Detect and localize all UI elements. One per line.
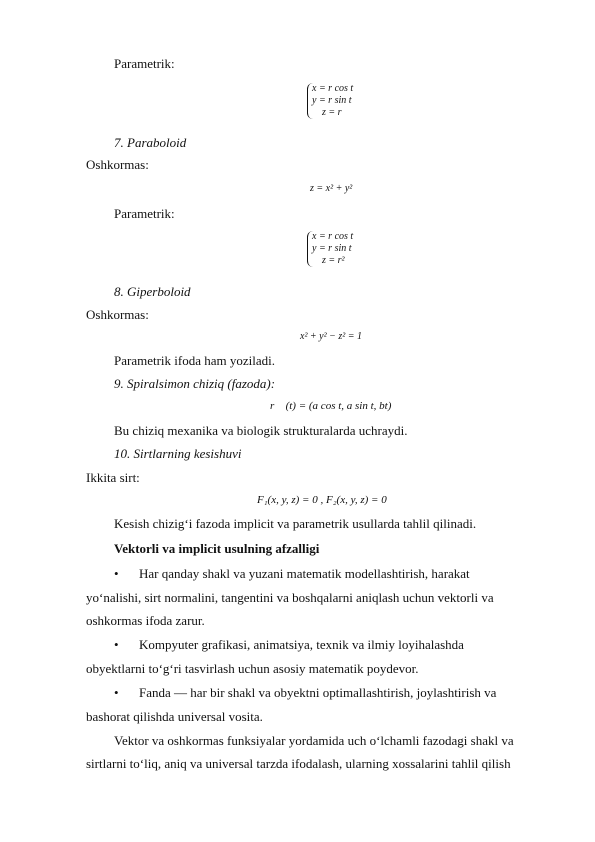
heading-paraboloid: 7. Paraboloid	[114, 135, 187, 150]
heading-hyperboloid: 8. Giperboloid	[114, 284, 191, 299]
parametric-label-1: Parametrik:	[114, 56, 175, 71]
system-row: z = r	[322, 107, 342, 118]
spiral-text: Bu chiziq mexanika va biologik strukturalarda uchraydi.	[114, 423, 408, 438]
bullet-3-line-2: bashorat qilishda universal vosita.	[86, 709, 263, 724]
bullet-marker: •	[114, 637, 119, 652]
bullet-3-line-1: Fanda — har bir shakl va obyektni optimallashtirish, joylashtirish va	[139, 685, 497, 700]
bullet-marker: •	[114, 566, 119, 581]
spiral-equation: r⃗ (t) = (a cos t, a sin t, bt)	[270, 400, 392, 412]
system-row: y = r sin t	[312, 95, 352, 106]
paraboloid-parametric-system	[307, 231, 353, 267]
heading-intersection: 10. Sirtlarning kesishuvi	[114, 446, 242, 461]
bullet-1-line-3: oshkormas ifoda zarur.	[86, 613, 205, 628]
bullet-marker: •	[114, 685, 119, 700]
advantages-heading: Vektorli va implicit usulning afzalligi	[114, 541, 320, 556]
heading-spiral: 9. Spiralsimon chiziq (fazoda):	[114, 376, 276, 391]
conclusion-line-2: sirtlarni to‘liq, aniq va universal tarzda ifodalash, ularning xossalarini tahlil qilish	[86, 756, 511, 771]
system-row: x = r cos t	[312, 231, 354, 242]
intersection-text: Kesish chizig‘i fazoda implicit va parametrik usullarda tahlil qilinadi.	[114, 516, 477, 531]
cone-parametric-system	[307, 83, 353, 119]
two-surfaces-label: Ikkita sirt:	[86, 470, 140, 485]
system-row: x = r cos t	[312, 83, 354, 94]
parametric-text: Parametrik ifoda ham yoziladi.	[114, 353, 276, 368]
conclusion-line-1: Vektor va oshkormas funksiyalar yordamida uch o‘lchamli fazodagi shakl va	[114, 733, 514, 748]
intersection-equation: F₁(x, y, z) = 0 , F₂(x, y, z) = 0	[257, 494, 387, 506]
bullet-1-line-2: yo‘nalishi, sirt normalini, tangentini va boshqalarni aniqlash uchun vektorli va	[86, 590, 494, 605]
paraboloid-implicit-equation: z = x² + y²	[310, 183, 353, 194]
bullet-2-line-2: obyektlarni to‘g‘ri tasvirlash uchun asosiy matematik poydevor.	[86, 661, 419, 676]
bullet-1-line-1: Har qanday shakl va yuzani matematik modellashtirish, harakat	[139, 566, 470, 581]
bullet-2-line-1: Kompyuter grafikasi, animatsiya, texnik va ilmiy loyihalashda	[139, 637, 464, 652]
implicit-label-2: Oshkormas:	[86, 307, 149, 322]
hyperboloid-implicit-equation: x² + y² − z² = 1	[300, 331, 363, 342]
parametric-label-2: Parametrik:	[114, 206, 175, 221]
system-row: y = r sin t	[312, 243, 352, 254]
implicit-label-1: Oshkormas:	[86, 157, 149, 172]
system-row: z = r²	[322, 255, 345, 266]
